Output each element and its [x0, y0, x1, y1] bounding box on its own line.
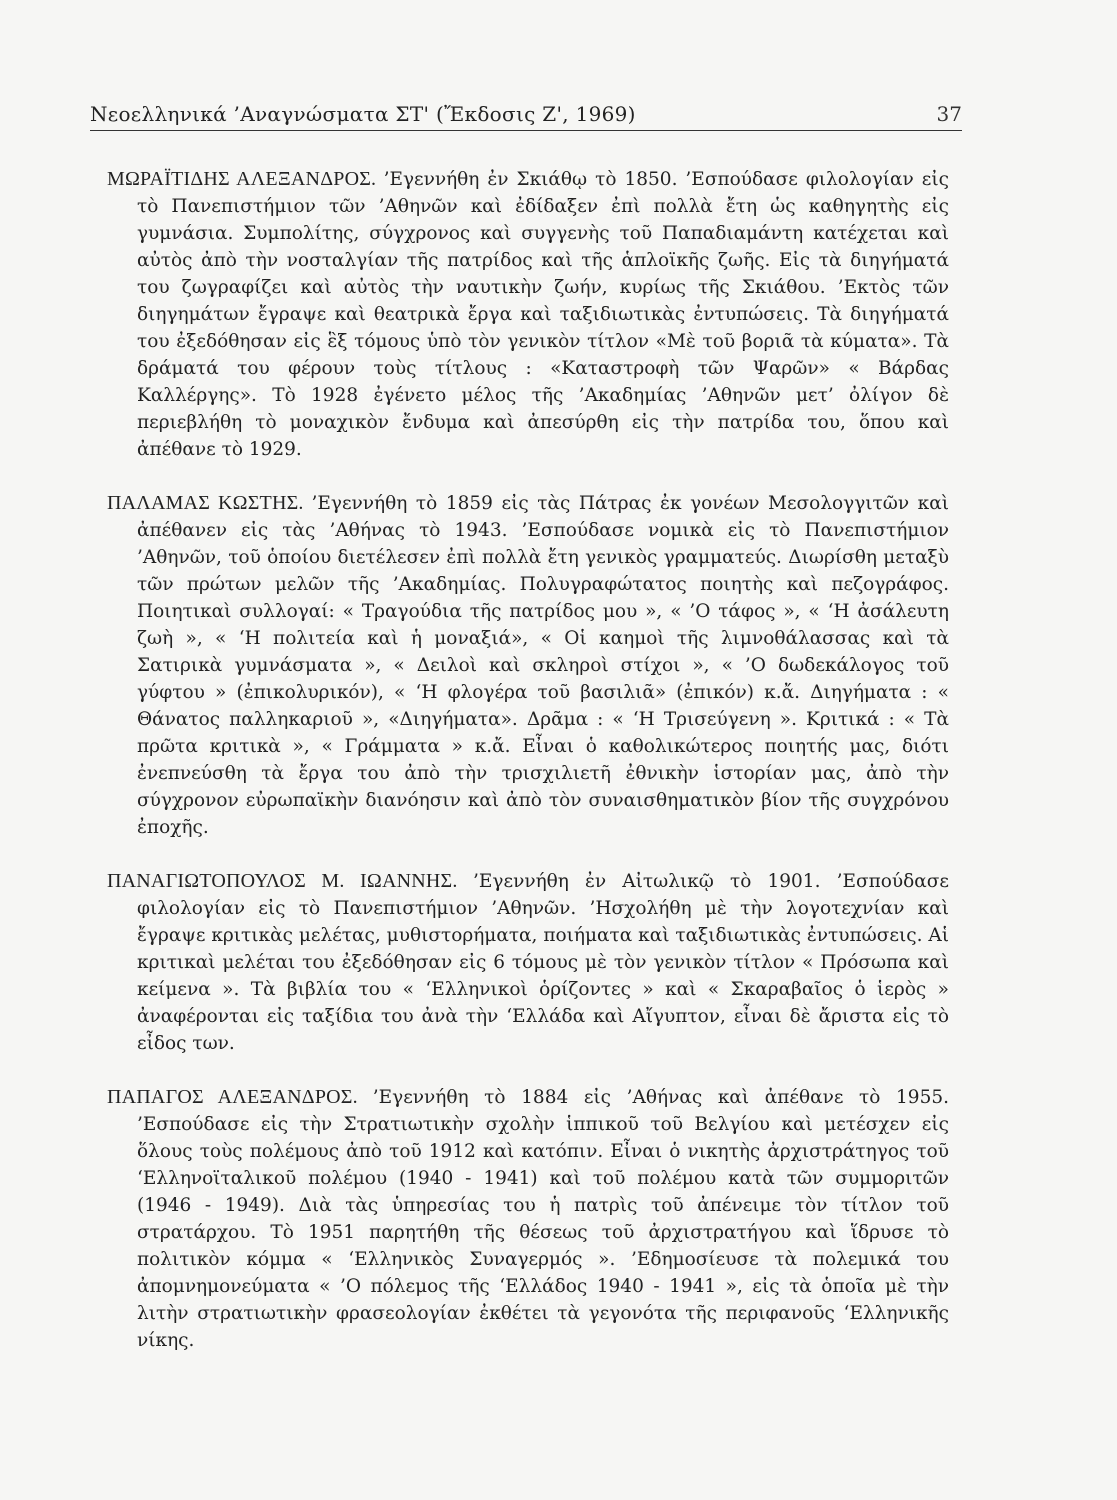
- entry-name: ΜΩΡΑΪΤΙΔΗΣ ΑΛΕΞΑΝΔΡΟΣ.: [107, 168, 384, 190]
- biography-entry: [107, 868, 949, 1057]
- entry-body: ’Εγεννήθη ἐν Αἰτωλικῷ τὸ 1901. ’Εσπούδασε φιλολογίαν εἰς τὸ Πανεπιστήμιον ’Αθηνῶν. ’Ησχολήθη μὲ τὴν λογοτεχνίαν καὶ ἔγραψε κριτικὰς μελέτας, μυθιστορήματα, ποιήματα καὶ ταξιδιωτικὰς ἐντυπώσεις. Αἱ κριτικαὶ μελέται του ἐξεδόθησαν εἰς 6 τόμους μὲ τὸν γενικὸν τίτλον « Πρόσωπα καὶ κείμενα ». Τὰ βιβλία του « ‘Ελληνικοὶ ὁρίζοντες » καὶ « Σκαραβαῖος ὁ ἱερὸς » ἀναφέρονται εἰς ταξίδια του ἀνὰ τὴν ‘Ελλάδα καὶ Αἴγυπτον, εἶναι δὲ ἄριστα εἰς τὸ εἶδος των.: [137, 871, 949, 1054]
- biography-entry: [107, 166, 949, 463]
- page-number: 37: [936, 102, 962, 126]
- biography-entry: [107, 1084, 949, 1354]
- entry-body: ’Εγεννήθη ἐν Σκιάθῳ τὸ 1850. ’Εσπούδασε φιλολογίαν εἰς τὸ Πανεπιστήμιον τῶν ’Αθηνῶν καὶ ἐδίδαξεν ἐπὶ πολλὰ ἔτη ὡς καθηγητὴς εἰς γυμνάσια. Συμπολίτης, σύγχρονος καὶ συγγενὴς τοῦ Παπαδιαμάντη κατέχεται καὶ αὐτὸς ἀπὸ τὴν νοσταλγίαν τῆς πατρίδος καὶ τῆς ἁπλοϊκῆς ζωῆς. Εἰς τὰ διηγήματά του ζωγραφίζει καὶ αὐτὸς τὴν ναυτικὴν ζωήν, κυρίως τῆς Σκιάθου. ’Εκτὸς τῶν διηγημάτων ἔγραψε καὶ θεατρικὰ ἔργα καὶ ταξιδιωτικὰς ἐντυπώσεις. Τὰ διηγήματά του ἐξεδόθησαν εἰς ἓξ τόμους ὑπὸ τὸν γενικὸν τίτλον «Μὲ τοῦ βοριᾶ τὰ κύματα». Τὰ δράματά του φέρουν τοὺς τίτλους : «Καταστροφὴ τῶν Ψαρῶν» « Βάρδας Καλλέργης». Τὸ 1928 ἐγένετο μέλος τῆς ’Ακαδημίας ’Αθηνῶν μετ’ ὀλίγον δὲ περιεβλήθη τὸ μοναχικὸν ἔνδυμα καὶ ἀπεσύρθη εἰς τὴν πατρίδα του, ὅπου καὶ ἀπέθανε τὸ 1929.: [137, 169, 949, 460]
- entry-name: ΠΑΛΑΜΑΣ ΚΩΣΤΗΣ.: [107, 492, 312, 514]
- entry-name: ΠΑΠΑΓΟΣ ΑΛΕΞΑΝΔΡΟΣ.: [107, 1086, 373, 1108]
- entry-name: ΠΑΝΑΓΙΩΤΟΠΟΥΛΟΣ Μ. ΙΩΑΝΝΗΣ.: [107, 870, 474, 892]
- biography-entry: [107, 490, 949, 841]
- header-title: Νεοελληνικά ’Αναγνώσματα ΣΤ' (Ἔκδοσις Ζ', 1969): [90, 102, 636, 126]
- running-header: [90, 100, 962, 131]
- entry-body: ’Εγεννήθη τὸ 1859 εἰς τὰς Πάτρας ἐκ γονέων Μεσολογγιτῶν καὶ ἀπέθανεν εἰς τὰς ’Αθήνας τὸ 1943. ’Εσπούδασε νομικὰ εἰς τὸ Πανεπιστήμιον ’Αθηνῶν, τοῦ ὁποίου διετέλεσεν ἐπὶ πολλὰ ἔτη γενικὸς γραμματεύς. Διωρίσθη μεταξὺ τῶν πρώτων μελῶν τῆς ’Ακαδημίας. Πολυγραφώτατος ποιητὴς καὶ πεζογράφος. Ποιητικαὶ συλλογαί: « Τραγούδια τῆς πατρίδος μου », « ’Ο τάφος », « ‘Η ἀσάλευτη ζωὴ », « ‘Η πολιτεία καὶ ἡ μοναξιά», « Οἱ καημοὶ τῆς λιμνοθάλασσας καὶ τὰ Σατιρικὰ γυμνάσματα », « Δειλοὶ καὶ σκληροὶ στίχοι », « ’Ο δωδεκάλογος τοῦ γύφτου » (ἐπικολυρικόν), « ‘Η φλογέρα τοῦ βασιλιᾶ» (ἐπικόν) κ.ἄ. Διηγήματα : « Θάνατος παλληκαριοῦ », «Διηγήματα». Δρᾶμα : « ‘Η Τρισεύγενη ». Κριτικά : « Τὰ πρῶτα κριτικὰ », « Γράμματα » κ.ἄ. Εἶναι ὁ καθολικώτερος ποιητής μας, διότι ἐνεπνεύσθη τὰ ἔργα του ἀπὸ τὴν τρισχιλιετῆ ἐθνικὴν ἱστορίαν μας, ἀπὸ τὴν σύγχρονον εὐρωπαϊκὴν διανόησιν καὶ ἀπὸ τὸν συναισθηματικὸν βίον τῆς συγχρόνου ἐποχῆς.: [137, 493, 949, 838]
- entry-body: ’Εγεννήθη τὸ 1884 εἰς ’Αθήνας καὶ ἀπέθανε τὸ 1955. ’Εσπούδασε εἰς τὴν Στρατιωτικὴν σχολὴν ἱππικοῦ τοῦ Βελγίου καὶ μετέσχεν εἰς ὅλους τοὺς πολέμους ἀπὸ τοῦ 1912 καὶ κατόπιν. Εἶναι ὁ νικητὴς ἀρχιστράτηγος τοῦ ‘Ελληνοϊταλικοῦ πολέμου (1940 - 1941) καὶ τοῦ πολέμου κατὰ τῶν συμμοριτῶν (1946 - 1949). Διὰ τὰς ὑπηρεσίας του ἡ πατρὶς τοῦ ἀπένειμε τὸν τίτλον τοῦ στρατάρχου. Τὸ 1951 παρητήθη τῆς θέσεως τοῦ ἀρχιστρατήγου καὶ ἵδρυσε τὸ πολιτικὸν κόμμα « ‘Ελληνικὸς Συναγερμός ». ’Εδημοσίευσε τὰ πολεμικά του ἀπομνημονεύματα « ’Ο πόλεμος τῆς ‘Ελλάδος 1940 - 1941 », εἰς τὰ ὁποῖα μὲ τὴν λιτὴν στρατιωτικὴν φρασεολογίαν ἐκθέτει τὰ γεγονότα τῆς περιφανοῦς ‘Ελληνικῆς νίκης.: [137, 1087, 949, 1351]
- biography-entries: [107, 166, 949, 1381]
